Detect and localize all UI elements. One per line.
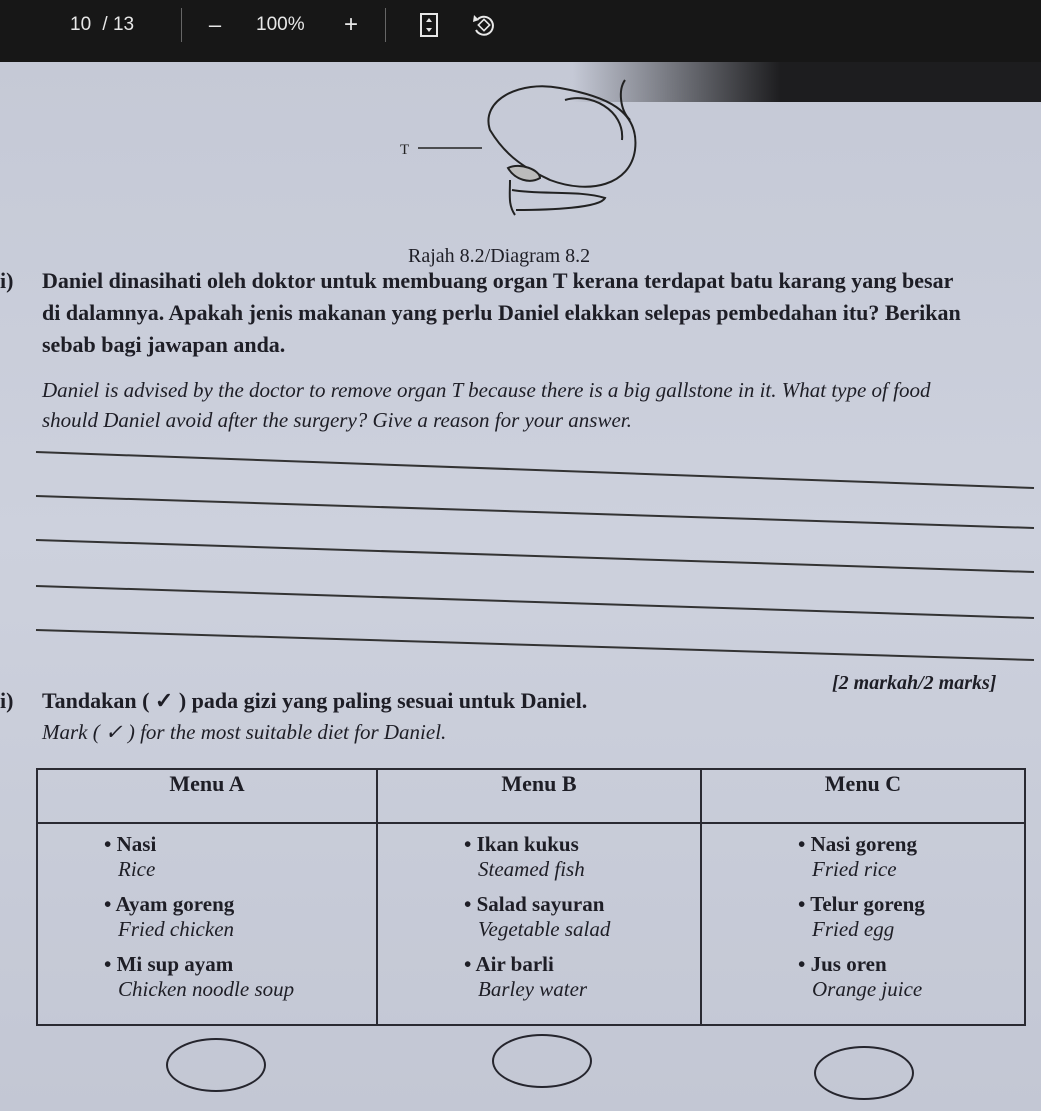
menu-c-header: Menu C (701, 769, 1025, 823)
page-indicator[interactable] (70, 10, 134, 40)
food-bm: Telur goreng (810, 892, 925, 916)
food-en: Fried rice (812, 857, 897, 881)
list-item: • Ikan kukus Steamed fish (464, 832, 585, 881)
menu-c-checkbox[interactable] (814, 1046, 914, 1100)
question-bm-line: Tandakan ( ✓ ) pada gizi yang paling sesuai untuk Daniel. (42, 688, 588, 713)
food-en: Vegetable salad (478, 917, 611, 941)
page-current[interactable]: 10 (70, 14, 92, 35)
menu-a-checkbox[interactable] (166, 1038, 266, 1092)
food-bm: Mi sup ayam (116, 952, 234, 976)
food-en: Steamed fish (478, 857, 585, 881)
question-en-line: should Daniel avoid after the surgery? Give a reason for your answer. (42, 408, 632, 432)
zoom-in-button[interactable]: + (343, 11, 358, 38)
food-en: Rice (118, 857, 156, 881)
zoom-level[interactable]: 100% (256, 14, 305, 35)
food-bm: Salad sayuran (476, 892, 605, 916)
menu-a-header: Menu A (37, 769, 377, 823)
zoom-out-button[interactable]: – (208, 12, 222, 37)
question-en-line: Mark ( ✓ ) for the most suitable diet for Daniel. (42, 720, 447, 744)
food-en: Chicken noodle soup (118, 977, 295, 1001)
food-bm: Nasi (116, 832, 157, 856)
answer-lines[interactable] (0, 430, 1041, 670)
menu-b-checkbox[interactable] (492, 1034, 592, 1088)
fit-page-icon[interactable] (418, 10, 444, 40)
food-bm: Air barli (475, 952, 554, 976)
menu-table (36, 768, 1026, 1026)
toolbar-divider (181, 8, 182, 42)
question-bm-line: Daniel dinasihati oleh doktor untuk membuang organ T kerana terdapat batu karang yang besar (42, 268, 954, 293)
question-number: i) (0, 688, 14, 713)
rotate-icon[interactable] (470, 10, 500, 40)
menu-a-cell (37, 823, 377, 1025)
toolbar-divider (385, 8, 386, 42)
food-en: Fried egg (812, 917, 895, 941)
list-item: • Telur goreng Fried egg (798, 892, 925, 941)
menu-c-cell (701, 823, 1025, 1025)
question-en-line: Daniel is advised by the doctor to remove organ T because there is a big gallstone in it. What type of food (42, 378, 931, 402)
list-item: • Mi sup ayam Chicken noodle soup (104, 952, 295, 1001)
list-item: • Nasi goreng Fried rice (798, 832, 917, 881)
question-number: i) (0, 268, 14, 293)
menu-b-header: Menu B (377, 769, 701, 823)
diagram-caption: Rajah 8.2/Diagram 8.2 (408, 245, 591, 267)
diagram-label-T: T (400, 142, 410, 158)
marks-label: [2 markah/2 marks] (832, 672, 997, 694)
food-en: Fried chicken (118, 917, 235, 941)
food-bm: Ikan kukus (476, 832, 579, 856)
list-item: • Air barli Barley water (464, 952, 588, 1001)
list-item: • Nasi Rice (104, 832, 157, 881)
list-item: • Salad sayuran Vegetable salad (464, 892, 611, 941)
pdf-toolbar (0, 0, 1041, 62)
food-bm: Ayam goreng (115, 892, 235, 916)
menu-b-cell (377, 823, 701, 1025)
list-item: • Jus oren Orange juice (798, 952, 923, 1001)
question-bm-line: di dalamnya. Apakah jenis makanan yang perlu Daniel elakkan selepas pembedahan itu? Berikan (42, 300, 961, 325)
food-en: Orange juice (812, 977, 923, 1001)
food-en: Barley water (478, 977, 588, 1001)
organ-diagram (390, 70, 650, 230)
food-bm: Nasi goreng (810, 832, 917, 856)
food-bm: Jus oren (810, 952, 887, 976)
page-total: / 13 (102, 14, 135, 35)
question-bm-line: sebab bagi jawapan anda. (42, 332, 286, 357)
list-item: • Ayam goreng Fried chicken (104, 892, 235, 941)
